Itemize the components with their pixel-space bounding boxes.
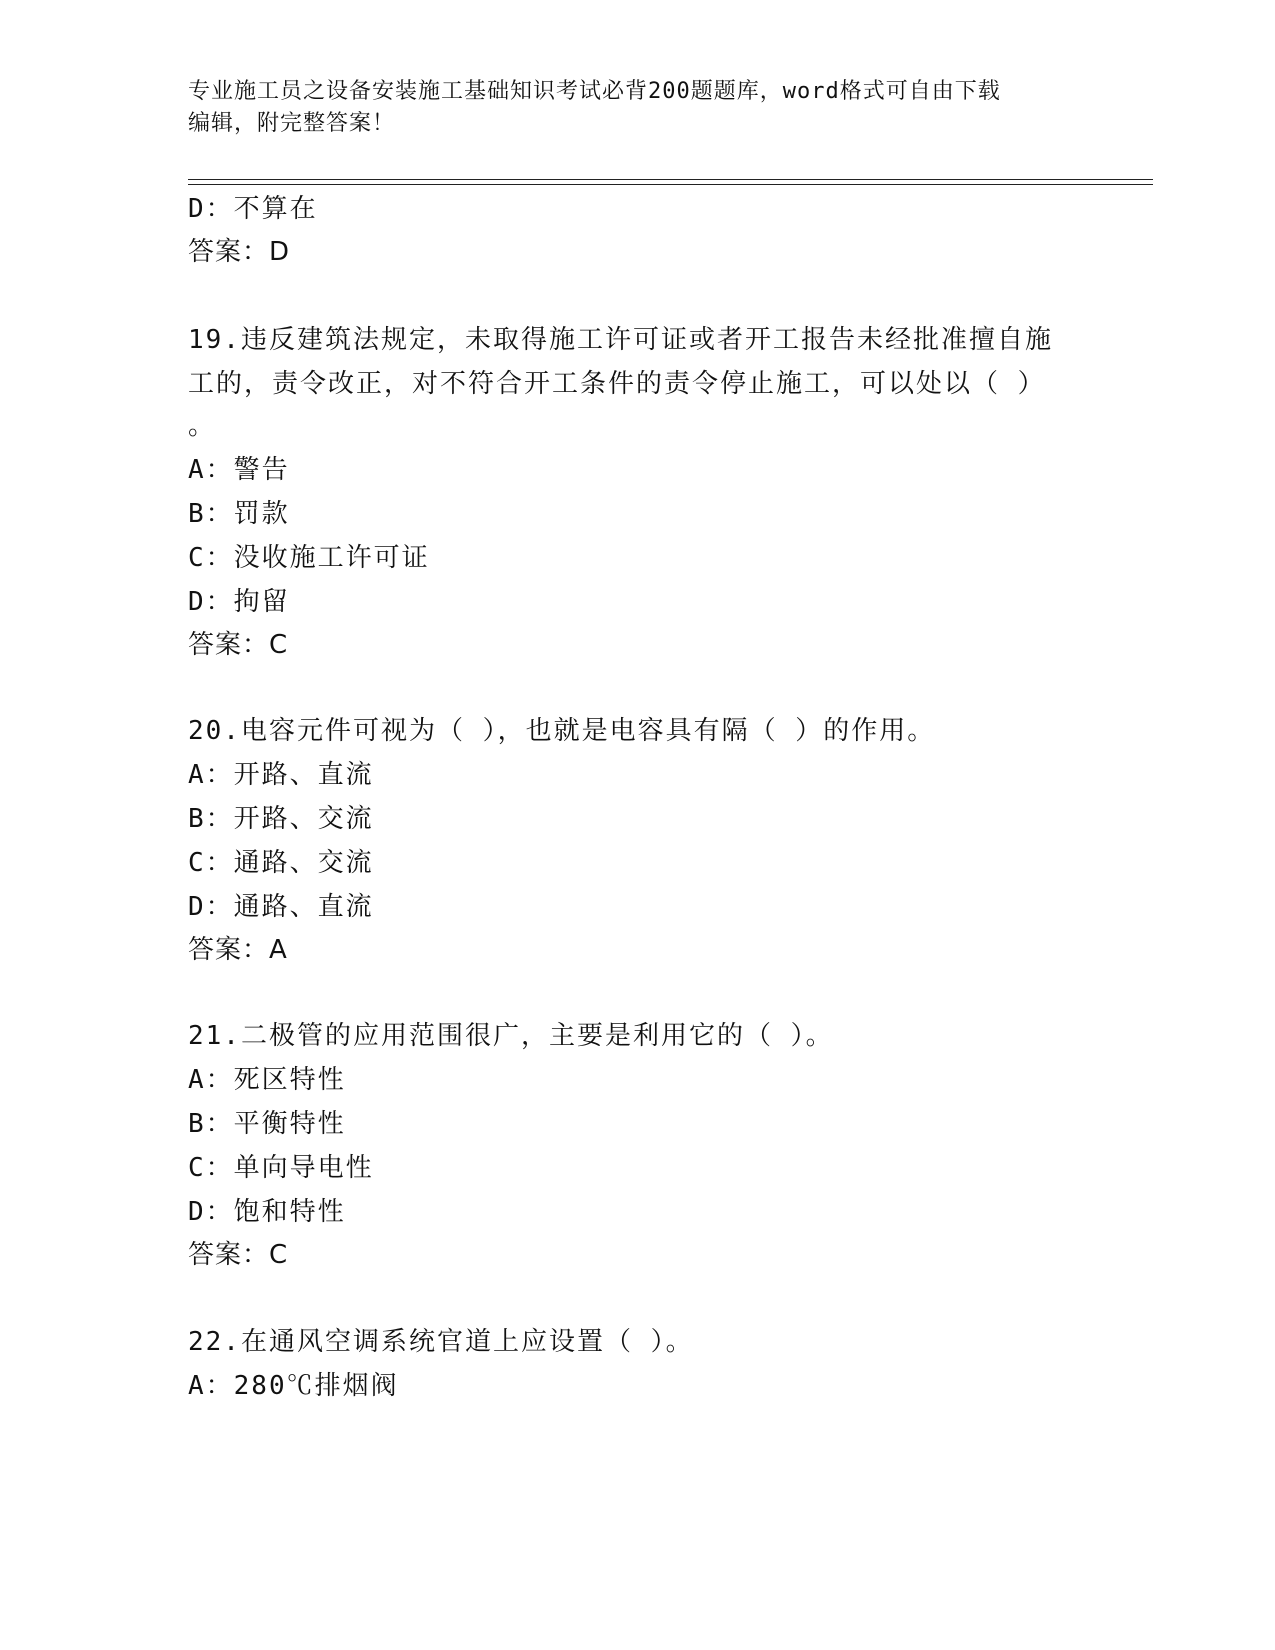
q18-option-d: D：不算在 xyxy=(188,194,318,224)
q19-stem-line-1: 19.违反建筑法规定，未取得施工许可证或者开工报告未经批准擅自施 xyxy=(188,325,1053,355)
q19-stem-line-2: 工的，责令改正，对不符合开工条件的责令停止施工，可以处以（ ） xyxy=(188,369,1046,399)
q19-option-a: A：警告 xyxy=(188,455,290,485)
header-line-1: 专业施工员之设备安装施工基础知识考试必背200题题库，word格式可自由下载 xyxy=(188,79,1001,104)
header-line-2: 编辑，附完整答案！ xyxy=(188,111,396,136)
q20-option-b: B：开路、交流 xyxy=(188,804,374,834)
q20-answer: 答案：A xyxy=(188,935,288,965)
document-header xyxy=(188,76,1088,140)
q20-stem: 20.电容元件可视为（ ），也就是电容具有隔（ ）的作用。 xyxy=(188,716,936,746)
q21-option-c: C：单向导电性 xyxy=(188,1153,374,1183)
q19-stem-line-3: 。 xyxy=(188,411,217,441)
q22-option-a: A：280℃排烟阀 xyxy=(188,1371,399,1401)
q19-option-b: B：罚款 xyxy=(188,499,290,529)
q19-option-c: C：没收施工许可证 xyxy=(188,543,430,573)
q20-option-c: C：通路、交流 xyxy=(188,848,374,878)
q21-answer: 答案：C xyxy=(188,1240,289,1270)
q20-option-a: A：开路、直流 xyxy=(188,760,374,790)
q21-stem: 21.二极管的应用范围很广，主要是利用它的（ ）。 xyxy=(188,1021,834,1051)
q19-option-d: D：拘留 xyxy=(188,587,290,617)
header-divider-bottom xyxy=(188,184,1153,185)
header-divider-top xyxy=(188,179,1153,180)
q22-stem: 22.在通风空调系统官道上应设置（ ）。 xyxy=(188,1327,694,1357)
q20-option-d: D：通路、直流 xyxy=(188,892,374,922)
q21-option-b: B：平衡特性 xyxy=(188,1109,346,1139)
q18-answer: 答案：D xyxy=(188,237,291,267)
q21-option-a: A：死区特性 xyxy=(188,1065,346,1095)
q19-answer: 答案：C xyxy=(188,630,289,660)
q21-option-d: D：饱和特性 xyxy=(188,1197,346,1227)
